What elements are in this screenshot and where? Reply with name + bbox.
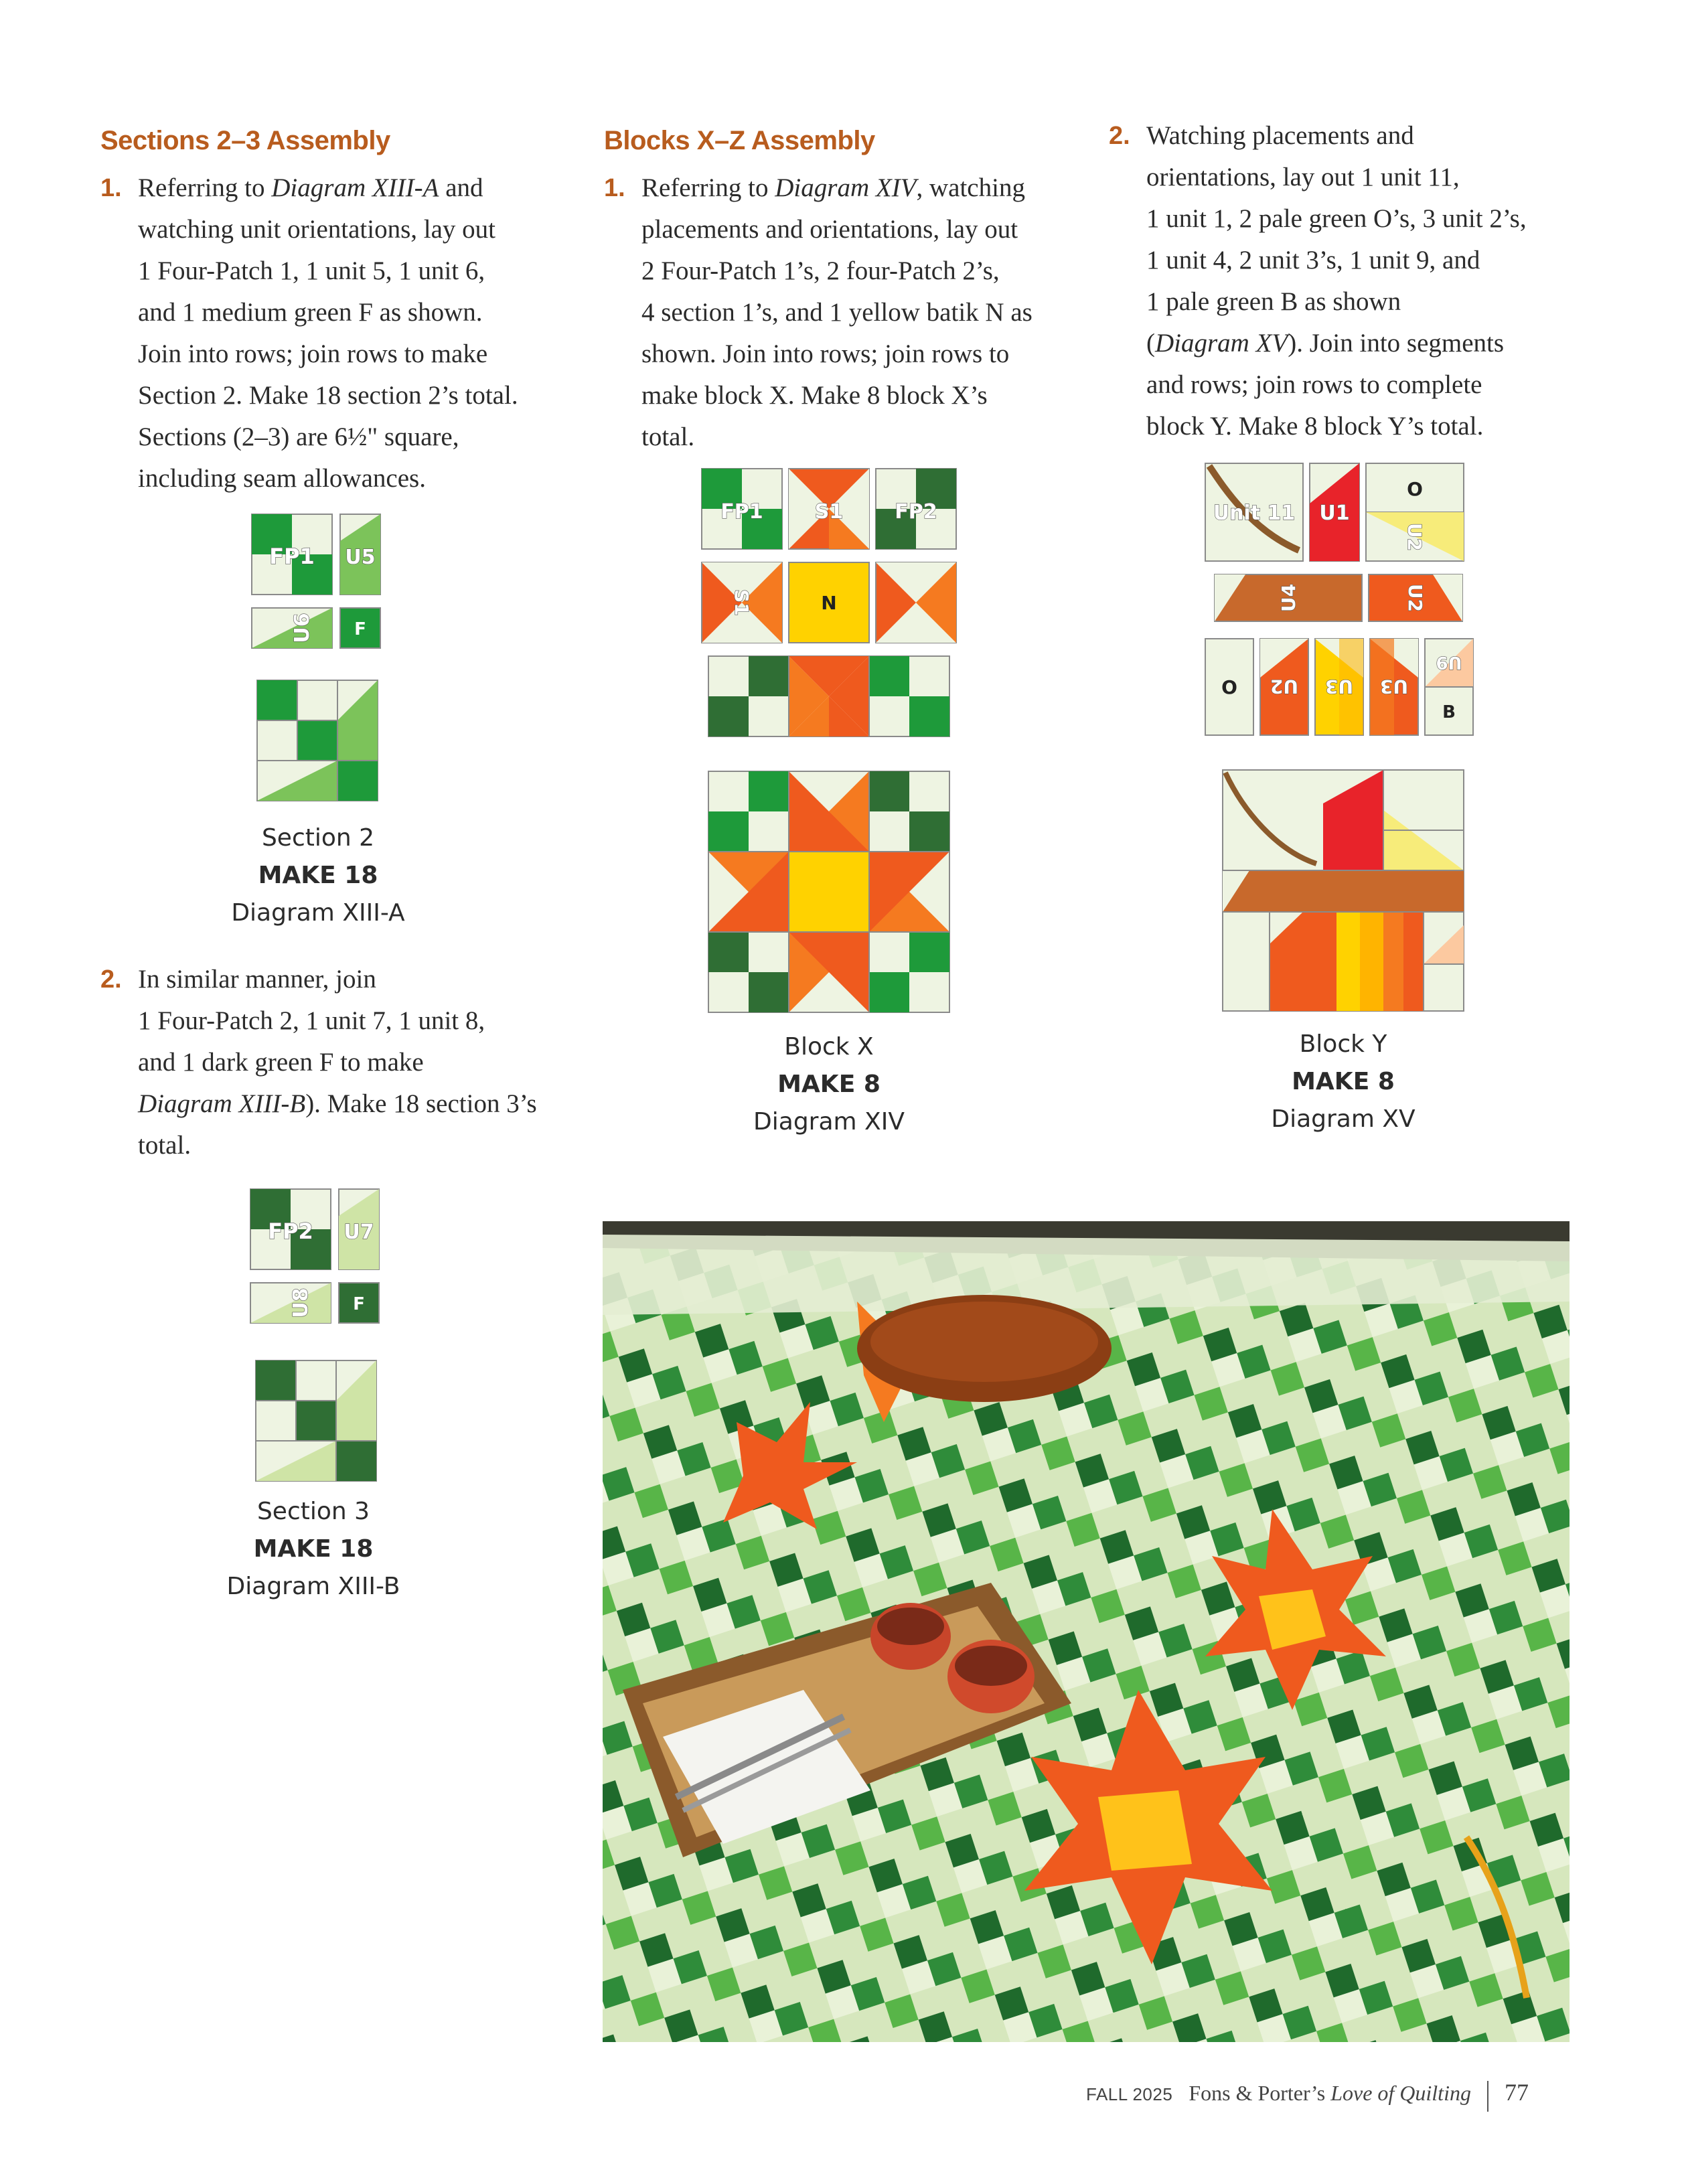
unit-9 [1425,639,1473,687]
step-1-blocks [604,167,1033,458]
text-line: 1 pale green B as shown [1146,287,1401,316]
caption-title: Block X [784,1033,874,1061]
f-label: F [354,619,366,639]
step-2-block-y [1109,115,1527,447]
text-line: Watching placements and [1146,121,1414,150]
s1-label: S1 [814,500,844,524]
caption-title: Section 3 [256,1498,370,1525]
step-2-sections [100,959,537,1166]
text-line: 2 Four-Patch 1’s, 2 four-Patch 2’s, [641,256,1000,285]
unit11-label: Unit 11 [1213,501,1296,525]
footer-page-number: 77 [1504,2079,1529,2106]
four-patch-1 [702,469,782,549]
block-x-assembled [708,771,949,1012]
section-1-right [876,562,956,643]
caption-title: Block Y [1299,1030,1387,1058]
u7-label: U7 [343,1221,374,1244]
text-line: Referring to Diagram XIV, watching [641,173,1025,202]
text-line: and rows; join rows to complete [1146,370,1482,399]
fp2-label: FP2 [268,1219,313,1244]
s1-side-label: S1 [731,589,753,616]
step-1-sections [100,167,518,499]
caption-make: MAKE 8 [1292,1068,1395,1095]
u1-label: U1 [1319,501,1350,525]
f-label: F [353,1294,365,1314]
section-2-assembled [257,680,378,801]
section-heading-sections-2-3: Sections 2–3 Assembly [100,126,390,155]
footer-season: FALL 2025 [1086,2084,1173,2104]
diagram-xiii-a-exploded [252,514,386,652]
page-footer [1086,2078,1529,2112]
pale-green-b [1425,687,1473,735]
u6-label: U6 [291,613,314,643]
fp1-label: FP1 [269,544,315,569]
caption-diagram-name: Diagram XIII-A [231,899,405,927]
caption-diagram-xiii-a [151,820,485,932]
caption-make: MAKE 8 [777,1071,881,1098]
u2-bottom-label: U2 [1270,676,1299,698]
quilt-photo-illustration [603,1221,1570,2042]
text-line: Referring to Diagram XIII-A and [138,173,483,202]
o-bottom-label: O [1221,676,1237,698]
text-line: Diagram XIII-B). Make 18 section 3’s [138,1089,537,1118]
block-y-assembled [1223,770,1464,1012]
text-line: Section 2. Make 18 section 2’s total. [138,381,518,410]
fp2-label: FP2 [895,500,937,524]
yellow-batik-n [789,562,869,643]
unit-4 [1215,574,1362,621]
text-line: including seam allowances. [138,464,426,493]
caption-diagram-name: Diagram XIV [753,1108,905,1136]
medium-green-f [340,608,380,648]
section-3-assembled [256,1360,376,1481]
text-line: Sections (2–3) are 6½" square, [138,422,459,451]
u4-label: U4 [1278,583,1300,613]
unit-11 [1205,463,1303,561]
caption-make: MAKE 18 [253,1535,374,1563]
four-patch-1 [252,514,332,595]
step-number: 2. [100,965,122,994]
text-line: shown. Join into rows; join rows to [641,339,1010,368]
pale-green-o-bottom [1205,639,1253,735]
text-line: placements and orientations, lay out [641,215,1018,244]
o-label: O [1407,478,1423,500]
caption-diagram-xiii-b [146,1493,481,1606]
pale-green-o-top [1366,463,1464,512]
text-line: 1 Four-Patch 2, 1 unit 7, 1 unit 8, [138,1006,485,1035]
step-number: 1. [100,174,122,202]
footer-divider [1487,2081,1488,2112]
unit-6 [252,608,332,648]
section-heading-blocks-x-z: Blocks X–Z Assembly [604,126,875,155]
step-number: 1. [604,174,625,202]
section-1-left [702,562,782,643]
u2-middle-label: U2 [1404,583,1426,613]
unit-1 [1310,463,1359,561]
unit-5 [340,514,380,595]
diagram-xiv-exploded [702,469,963,736]
u9-label: U9 [1436,652,1462,672]
text-line: block Y. Make 8 block Y’s total. [1146,412,1484,441]
text-line: make block X. Make 8 block X’s [641,381,988,410]
text-line: 4 section 1’s, and 1 yellow batik N as [641,298,1033,327]
text-line: orientations, lay out 1 unit 11, [1146,163,1460,191]
step-number: 2. [1109,122,1130,150]
four-patch-2 [250,1189,331,1269]
diagram-xiii-b-exploded [250,1189,384,1327]
u3-right-label: U3 [1379,676,1409,698]
caption-make: MAKE 18 [258,862,378,889]
bottom-row-assembled [708,656,949,736]
quilt-photo [603,1221,1570,2042]
unit-3-right [1370,639,1418,735]
unit-7 [339,1189,379,1269]
footer-magazine: Love of Quilting [1330,2081,1471,2105]
b-label: B [1442,702,1456,722]
caption-diagram-xv [1176,1026,1511,1138]
text-line: In similar manner, join [138,965,376,994]
footer-brand: Fons & Porter’s [1189,2081,1331,2105]
text-line: (Diagram XV). Join into segments [1146,329,1505,358]
u5-label: U5 [345,546,376,569]
u8-label: U8 [289,1288,313,1318]
text-line: 1 unit 4, 2 unit 3’s, 1 unit 9, and [1146,246,1480,275]
section-1-top [789,469,869,549]
caption-diagram-name: Diagram XV [1271,1105,1416,1133]
u2-label: U2 [1403,522,1426,552]
unit-8 [250,1283,331,1323]
caption-diagram-name: Diagram XIII-B [226,1573,400,1600]
four-patch-2 [876,469,956,549]
n-label: N [821,592,837,614]
fp1-label: FP1 [720,500,763,524]
text-line: and 1 dark green F to make [138,1048,424,1077]
text-line: total. [138,1131,192,1160]
dark-green-f [339,1283,379,1323]
text-line: watching unit orientations, lay out [138,215,495,244]
text-line: 1 unit 1, 2 pale green O’s, 3 unit 2’s, [1146,204,1527,233]
u3-label: U3 [1324,676,1354,698]
unit-2-top [1366,512,1464,561]
caption-title: Section 2 [261,824,375,852]
unit-2-bottom [1260,639,1308,735]
diagram-xv-exploded [1205,463,1473,738]
unit-2-middle [1369,574,1462,621]
caption-diagram-xiv [662,1028,996,1141]
text-line: and 1 medium green F as shown. [138,298,483,327]
text-line: 1 Four-Patch 1, 1 unit 5, 1 unit 6, [138,256,485,285]
text-line: Join into rows; join rows to make [138,339,488,368]
text-line: total. [641,422,695,451]
unit-3-left [1315,639,1363,735]
